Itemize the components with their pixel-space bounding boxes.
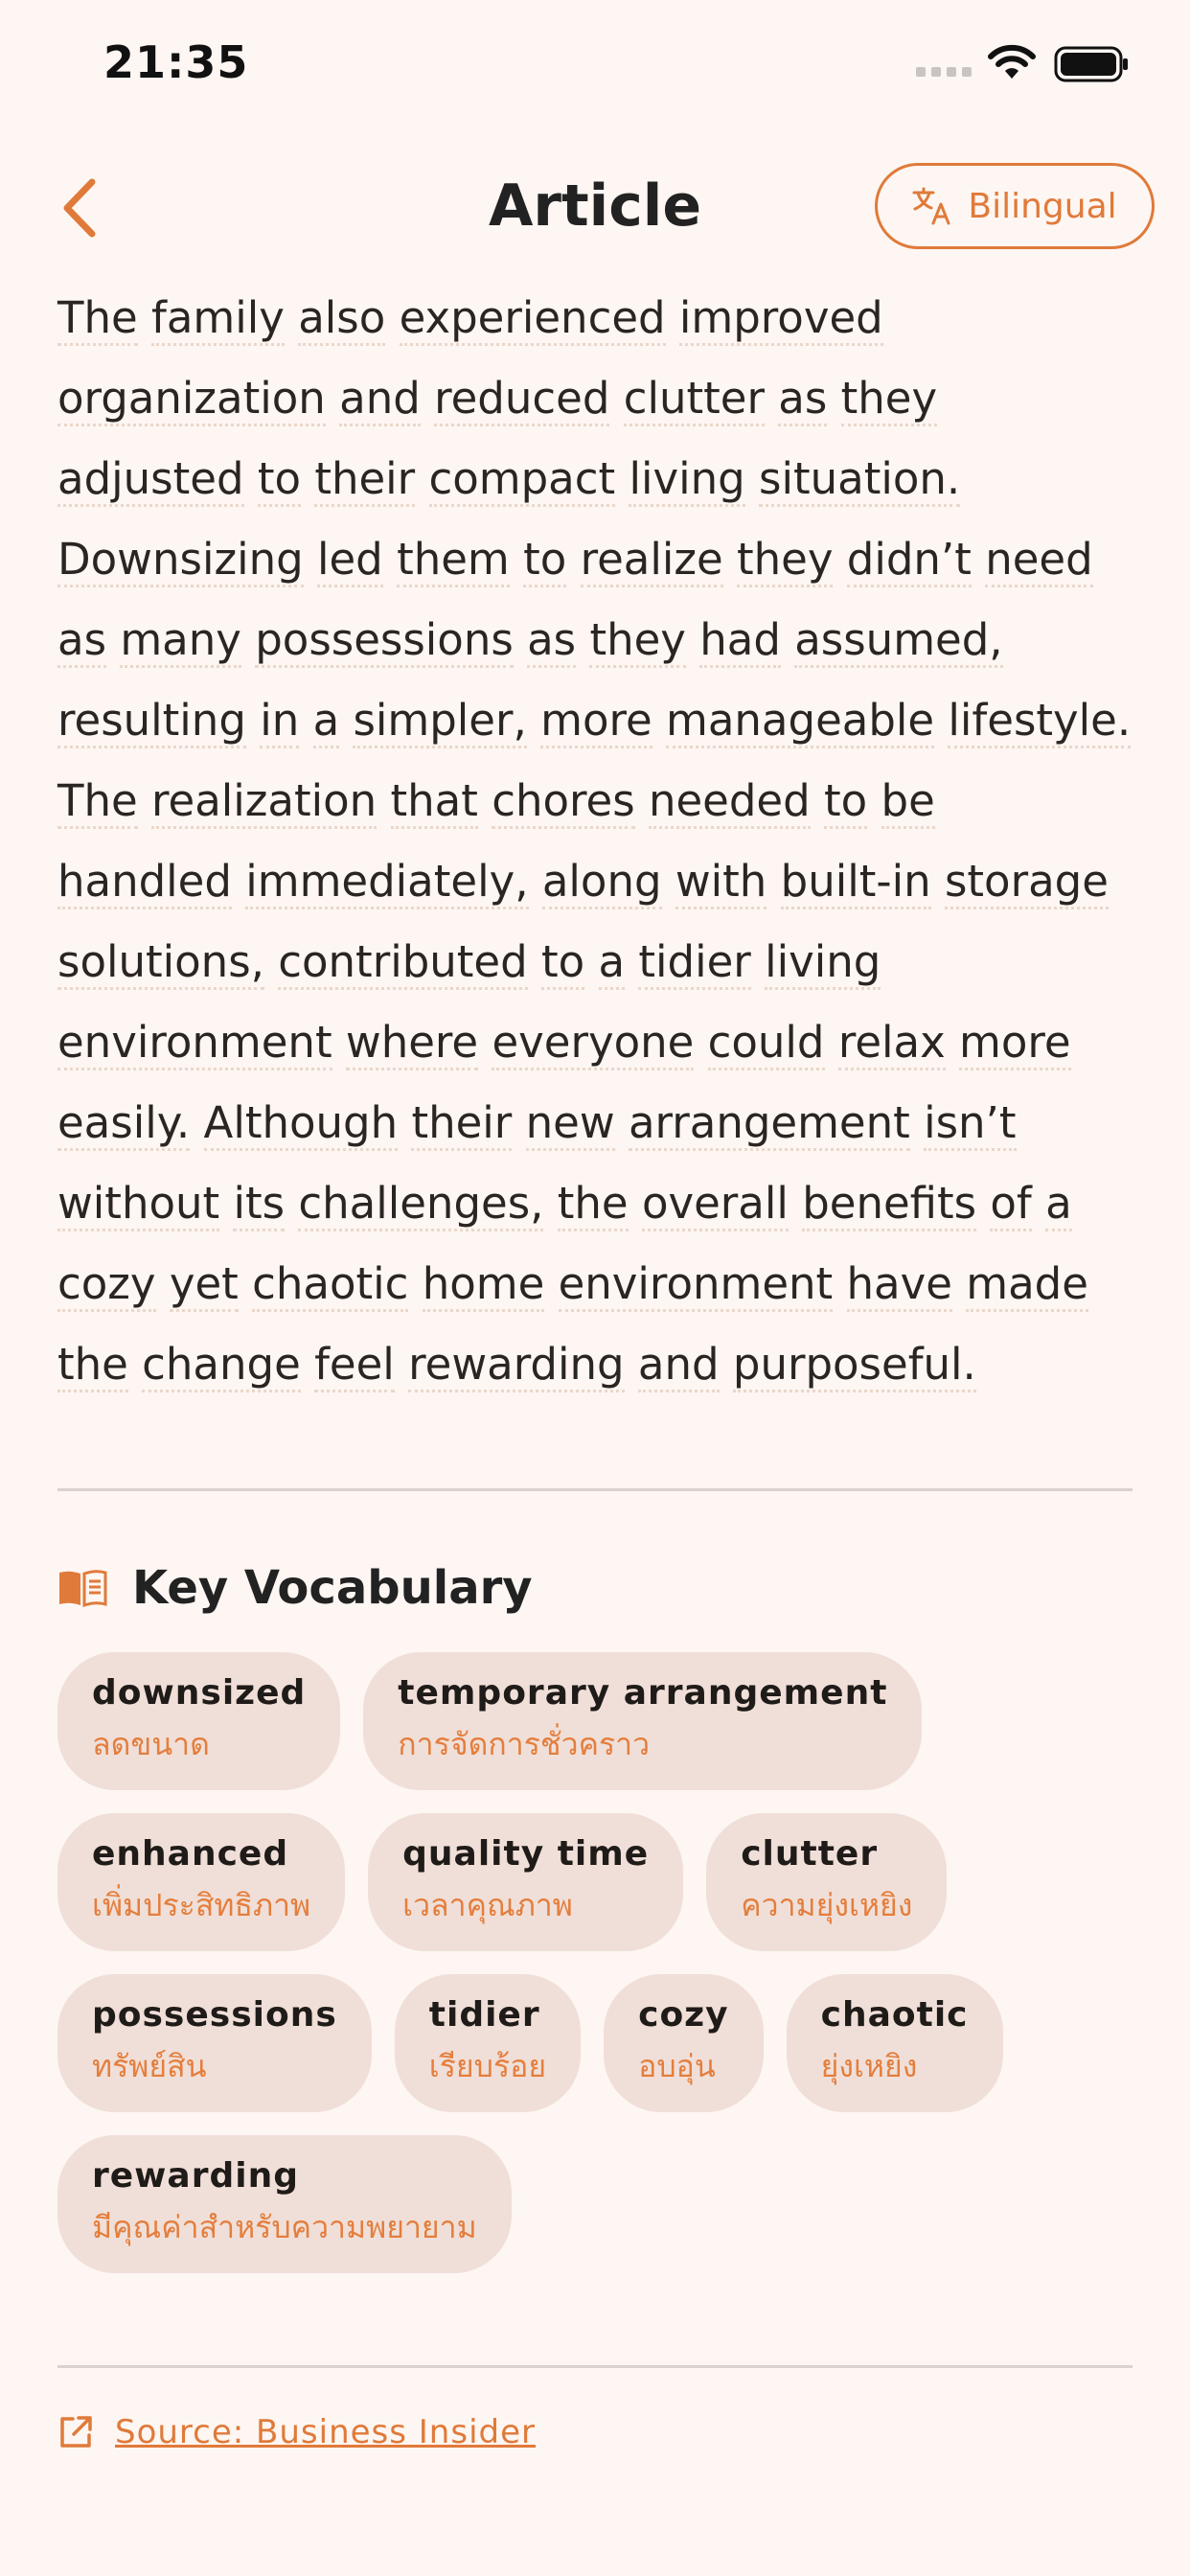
article-word[interactable]: also (298, 292, 385, 346)
article-word[interactable]: compact (429, 453, 616, 507)
article-word[interactable]: along (542, 856, 662, 909)
article-word[interactable]: tidier (638, 936, 750, 990)
article-word[interactable]: as (527, 614, 576, 668)
vocab-chip[interactable] (57, 1813, 345, 1951)
book-icon (57, 1569, 107, 1607)
vocab-chip[interactable] (57, 1974, 372, 2112)
article-word[interactable]: as (57, 614, 106, 668)
article-line (57, 841, 1140, 922)
article-word[interactable]: The (57, 292, 138, 346)
vocab-translation: ยุ่งเหยิง (820, 2048, 918, 2084)
vocab-translation: อบอุ่น (638, 2048, 716, 2084)
article-word[interactable]: needed (649, 775, 811, 829)
article-word[interactable]: situation. (759, 453, 960, 507)
article-word[interactable]: made (966, 1258, 1088, 1312)
vocab-translation: ความยุ่งเหยิง (741, 1887, 913, 1923)
article-word[interactable]: solutions, (57, 936, 264, 990)
article-word[interactable]: without (57, 1178, 219, 1231)
article-line (57, 1324, 1140, 1405)
article-word[interactable]: and (638, 1339, 720, 1392)
article-word[interactable]: The (57, 775, 138, 829)
article-word[interactable]: its (233, 1178, 285, 1231)
vocab-translation: เวลาคุณภาพ (402, 1887, 573, 1923)
article-word[interactable]: in (260, 695, 299, 748)
vocab-chip[interactable] (604, 1974, 764, 2112)
vocab-word: quality time (402, 1834, 650, 1874)
status-time: 21:35 (103, 36, 249, 88)
article-word[interactable]: where (346, 1017, 478, 1070)
article-word[interactable]: isn’t (924, 1097, 1016, 1151)
article-word[interactable]: family (151, 292, 285, 346)
article-word[interactable]: Although (204, 1097, 399, 1151)
vocab-word: rewarding (92, 2156, 299, 2196)
article-word[interactable]: arrangement (629, 1097, 910, 1151)
article-word[interactable]: to (824, 775, 867, 829)
article-paragraph (57, 278, 1140, 1405)
article-word[interactable]: need (985, 534, 1092, 587)
article-word[interactable]: had (699, 614, 781, 668)
translate-icon (912, 187, 952, 225)
article-word[interactable]: be (881, 775, 935, 829)
article-word[interactable]: more (959, 1017, 1071, 1070)
article-word[interactable]: adjusted (57, 453, 244, 507)
article-word[interactable]: change (142, 1339, 301, 1392)
article-word[interactable]: reduced (434, 373, 609, 426)
article-word[interactable]: didn’t (847, 534, 972, 587)
bilingual-label: Bilingual (968, 186, 1117, 226)
article-word[interactable]: their (411, 1097, 512, 1151)
vocab-translation: เพิ่มประสิทธิภาพ (92, 1887, 311, 1923)
vocab-chip[interactable] (363, 1652, 922, 1790)
article-word[interactable]: experienced (400, 292, 666, 346)
vocab-word: enhanced (92, 1834, 289, 1874)
vocab-chip[interactable] (57, 2135, 512, 2273)
article-word[interactable]: them (397, 534, 510, 587)
article-line (57, 680, 1140, 761)
article-word[interactable]: possessions (255, 614, 514, 668)
article-word[interactable]: environment (57, 1017, 332, 1070)
article-line (57, 1244, 1140, 1324)
article-word[interactable]: cozy (57, 1258, 156, 1312)
article-word[interactable]: challenges, (298, 1178, 543, 1231)
article-word[interactable]: relax (838, 1017, 946, 1070)
article-word[interactable]: yet (170, 1258, 239, 1312)
article-word[interactable]: organization (57, 373, 326, 426)
article-word[interactable]: chores (492, 775, 634, 829)
source-link[interactable]: Source: Business Insider (115, 2413, 536, 2451)
article-word[interactable]: realize (581, 534, 723, 587)
article-word[interactable]: led (317, 534, 383, 587)
article-line (57, 761, 1140, 841)
vocabulary-row (57, 2135, 1140, 2273)
vocabulary-header (57, 1554, 533, 1622)
vocab-word: chaotic (820, 1995, 969, 2035)
article-word[interactable]: storage (945, 856, 1109, 909)
battery-icon (1054, 46, 1131, 82)
vocab-translation: ทรัพย์สิน (92, 2048, 207, 2084)
article-word[interactable]: chaotic (252, 1258, 408, 1312)
article-word[interactable]: improved (679, 292, 883, 346)
article-word[interactable]: everyone (492, 1017, 694, 1070)
vocab-translation: ลดขนาด (92, 1726, 210, 1762)
article-word[interactable]: immediately, (245, 856, 528, 909)
article-word[interactable]: of (990, 1178, 1031, 1231)
divider (57, 1488, 1133, 1491)
vocab-translation: การจัดการชั่วคราว (398, 1726, 651, 1762)
article-word[interactable]: they (841, 373, 937, 426)
article-word[interactable]: to (258, 453, 301, 507)
navigation-bar (0, 153, 1190, 259)
article-word[interactable]: manageable (666, 695, 934, 748)
article-word[interactable]: assumed, (794, 614, 1002, 668)
article-word[interactable]: they (589, 614, 685, 668)
article-word[interactable]: more (540, 695, 652, 748)
vocabulary-list (57, 1652, 1140, 2296)
bilingual-toggle-button[interactable] (875, 163, 1155, 249)
article-word[interactable]: contributed (278, 936, 527, 990)
article-word[interactable]: benefits (802, 1178, 976, 1231)
article-word[interactable]: feel (314, 1339, 395, 1392)
article-word[interactable]: handled (57, 856, 232, 909)
article-word[interactable]: home (423, 1258, 545, 1312)
article-word[interactable]: rewarding (408, 1339, 624, 1392)
article-word[interactable]: Downsizing (57, 534, 304, 587)
article-word[interactable]: many (120, 614, 241, 668)
article-word[interactable]: that (391, 775, 478, 829)
vocabulary-row (57, 1652, 1140, 1790)
article-line (57, 1002, 1140, 1083)
article-line (57, 439, 1140, 519)
vocab-word: tidier (428, 1995, 540, 2035)
article-word[interactable]: and (339, 373, 421, 426)
cellular-signal-icon (916, 67, 972, 77)
article-word[interactable]: clutter (624, 373, 765, 426)
status-bar (0, 0, 1190, 134)
article-body (57, 278, 1140, 1405)
article-word[interactable]: a (599, 936, 626, 990)
vocab-translation: มีคุณค่าสำหรับความพยายาม (92, 2209, 477, 2245)
article-word[interactable]: living (629, 453, 744, 507)
vocab-word: clutter (741, 1834, 879, 1874)
vocab-chip[interactable] (787, 1974, 1003, 2112)
source-row (57, 2413, 536, 2451)
article-word[interactable]: resulting (57, 695, 246, 748)
vocabulary-title: Key Vocabulary (132, 1561, 533, 1615)
article-word[interactable]: new (526, 1097, 615, 1151)
article-word[interactable]: the (558, 1178, 629, 1231)
article-word[interactable]: a (1045, 1178, 1072, 1231)
vocabulary-row (57, 1974, 1140, 2112)
vocab-word: cozy (638, 1995, 729, 2035)
wifi-icon (987, 44, 1037, 82)
article-line (57, 519, 1140, 600)
article-word[interactable]: lifestyle. (948, 695, 1131, 748)
article-word[interactable]: living (765, 936, 881, 990)
article-word[interactable]: their (314, 453, 415, 507)
external-link-icon (57, 2414, 94, 2450)
article-word[interactable]: the (57, 1339, 128, 1392)
article-word[interactable]: simpler, (353, 695, 526, 748)
vocab-word: possessions (92, 1995, 337, 2035)
article-word[interactable]: as (778, 373, 827, 426)
article-word[interactable]: to (541, 936, 584, 990)
vocab-word: temporary arrangement (398, 1673, 888, 1713)
vocab-word: downsized (92, 1673, 307, 1713)
article-word[interactable]: with (675, 856, 767, 909)
article-word[interactable]: a (313, 695, 340, 748)
article-line (57, 922, 1140, 1002)
vocab-chip[interactable] (368, 1813, 683, 1951)
vocab-translation: เรียบร้อย (428, 2048, 547, 2084)
article-word[interactable]: overall (642, 1178, 789, 1231)
article-line (57, 358, 1140, 439)
article-line (57, 1163, 1140, 1244)
vocab-chip[interactable] (706, 1813, 947, 1951)
article-line (57, 278, 1140, 358)
article-word[interactable]: have (847, 1258, 952, 1312)
article-word[interactable]: realization (151, 775, 377, 829)
article-word[interactable]: to (523, 534, 566, 587)
page-title: Article (488, 172, 702, 240)
article-word[interactable]: easily. (57, 1097, 190, 1151)
divider (57, 2365, 1133, 2368)
vocab-chip[interactable] (395, 1974, 581, 2112)
article-line (57, 1083, 1140, 1163)
vocab-chip[interactable] (57, 1652, 340, 1790)
article-word[interactable]: could (708, 1017, 825, 1070)
article-word[interactable]: environment (559, 1258, 834, 1312)
vocabulary-row (57, 1813, 1140, 1951)
article-word[interactable]: they (737, 534, 833, 587)
article-word[interactable]: built-in (781, 856, 931, 909)
article-word[interactable]: purposeful. (733, 1339, 976, 1392)
article-line (57, 600, 1140, 680)
